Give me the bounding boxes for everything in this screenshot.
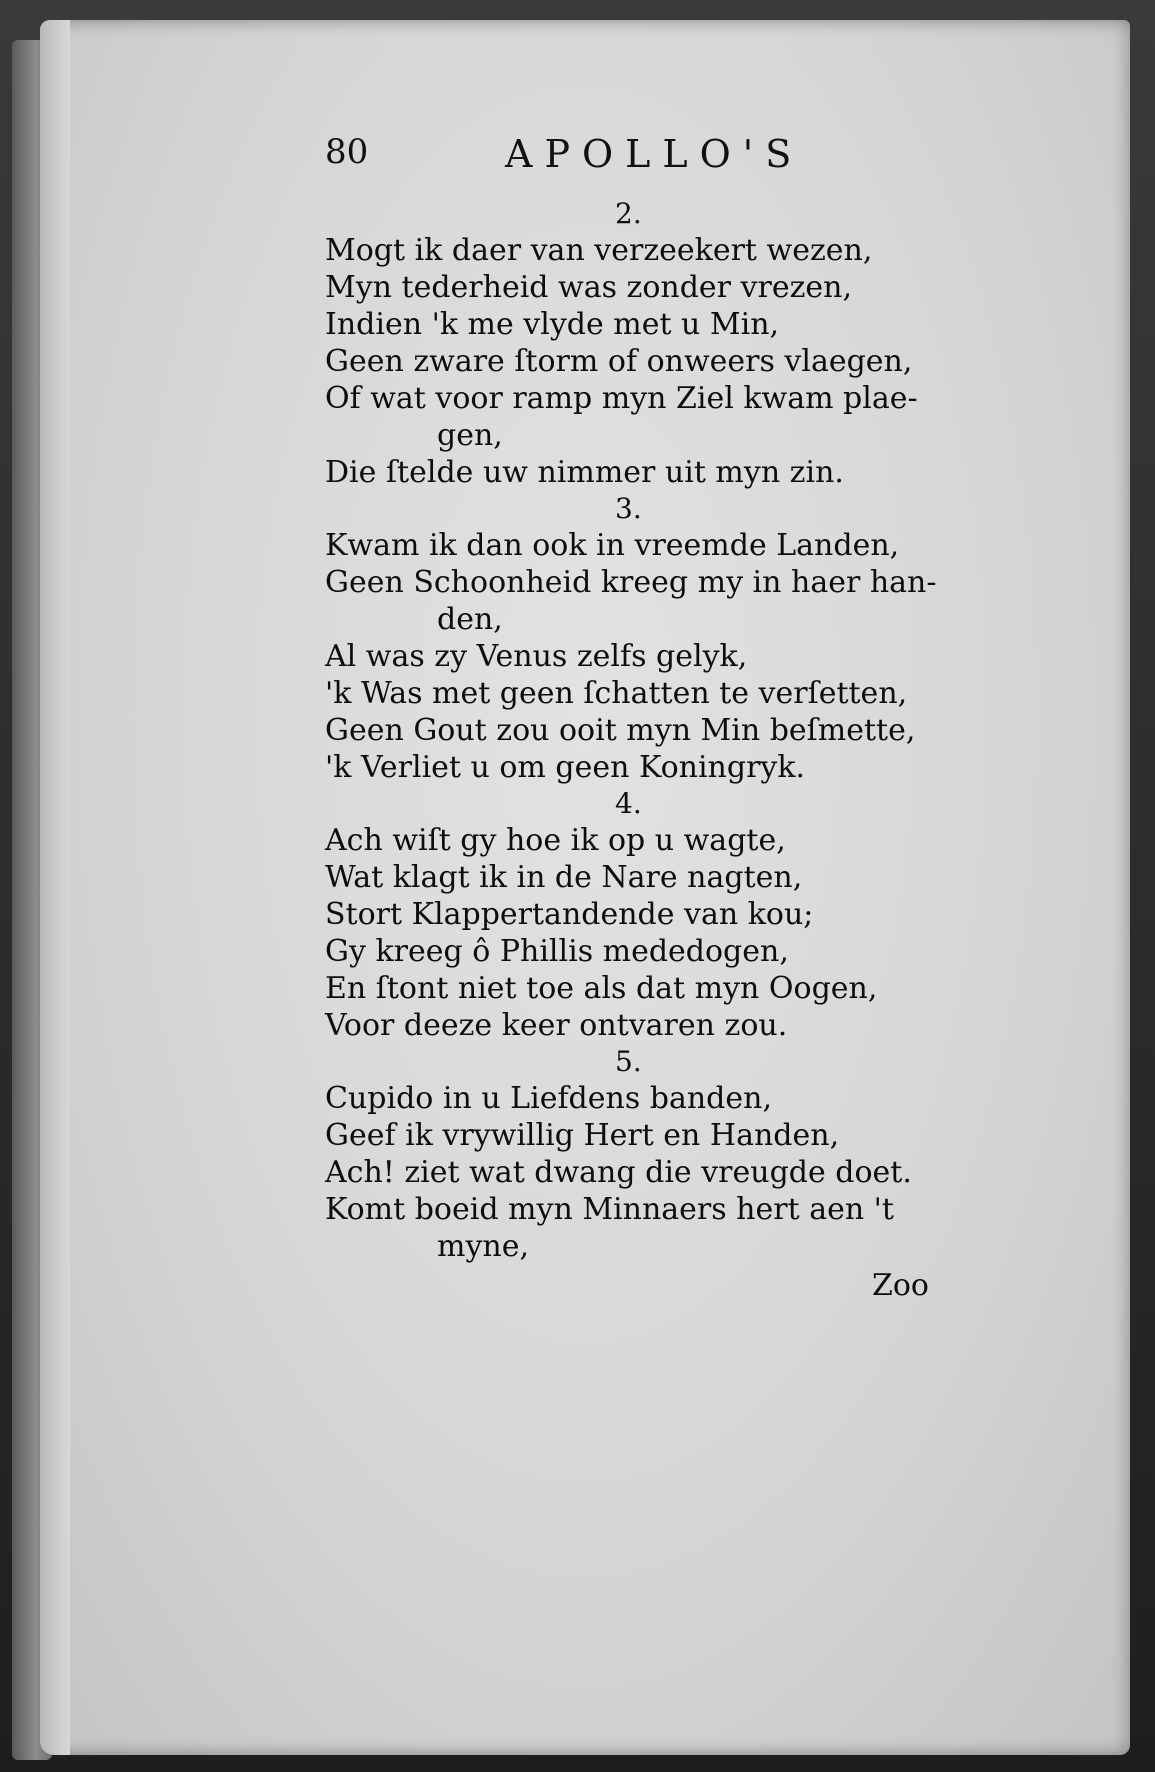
poem-text <box>325 196 965 1265</box>
book-page <box>40 20 1130 1755</box>
verse-line: Geen zware ſtorm of onweers vlaegen, <box>325 344 913 379</box>
verse-line: myne, <box>437 1229 530 1264</box>
verse-line: 'k Was met geen ſchatten te verſetten, <box>325 676 908 711</box>
verse-line: Voor deeze keer ontvaren zou. <box>325 1008 788 1043</box>
verse-line: Gy kreeg ô Phillis mededogen, <box>325 934 789 969</box>
verse-line: Komt boeid myn Minnaers hert aen 't <box>325 1192 894 1227</box>
verse-line: Kwam ik dan ook in vreemde Landen, <box>325 528 900 563</box>
verse-line: den, <box>437 602 503 637</box>
verse-line: gen, <box>437 418 503 453</box>
page-edge-layer <box>40 20 70 1755</box>
verse-line: Geen Schoonheid kreeg my in haer han- <box>325 565 937 600</box>
verse-line: Stort Klappertandende van kou; <box>325 897 814 932</box>
verse-line: Al was zy Venus zelfs gelyk, <box>325 639 748 674</box>
running-title: APOLLO'S <box>505 132 804 176</box>
verse-line: Indien 'k me vlyde met u Min, <box>325 307 780 342</box>
verse-line: Mogt ik daer van verzeekert wezen, <box>325 233 873 268</box>
verse-line: 'k Verliet u om geen Koningryk. <box>325 750 806 785</box>
verse-line: Geef ik vrywillig Hert en Handen, <box>325 1118 840 1153</box>
stanza-number: 3. <box>615 492 642 525</box>
verse-line: Ach wiſt gy hoe ik op u wagte, <box>325 823 786 858</box>
stanza-number: 2. <box>615 197 642 230</box>
page-number: 80 <box>325 132 369 172</box>
page-header <box>40 132 1130 192</box>
verse-line: Wat klagt ik in de Nare nagten, <box>325 860 803 895</box>
verse-line: Ach! ziet wat dwang die vreugde doet. <box>325 1155 912 1190</box>
stanza-number: 5. <box>615 1045 642 1078</box>
verse-line: Cupido in u Liefdens banden, <box>325 1081 772 1116</box>
catchword: Zoo <box>872 1268 929 1303</box>
verse-line: Myn tederheid was zonder vrezen, <box>325 270 853 305</box>
verse-line: Die ſtelde uw nimmer uit myn zin. <box>325 455 844 490</box>
verse-line: En ſtont niet toe als dat myn Oogen, <box>325 971 878 1006</box>
verse-line: Of wat voor ramp myn Ziel kwam plae- <box>325 381 918 416</box>
verse-line: Geen Gout zou ooit myn Min beſmette, <box>325 713 916 748</box>
stanza-number: 4. <box>615 787 642 820</box>
